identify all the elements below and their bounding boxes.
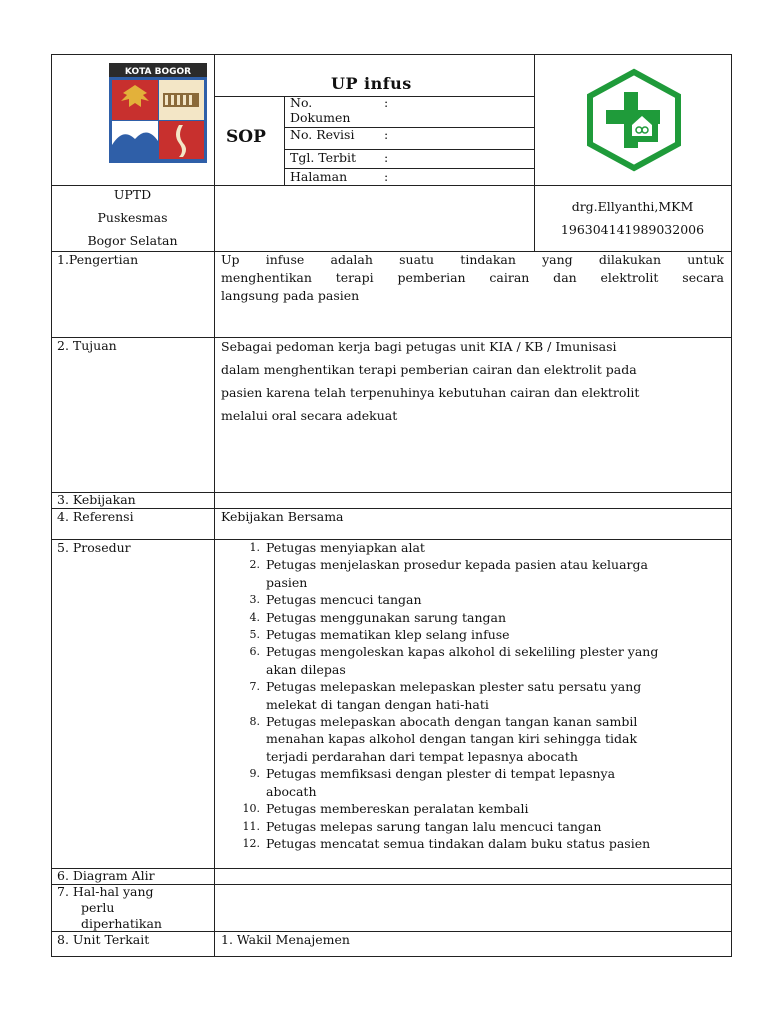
step-text-line: akan dilepas — [266, 661, 346, 677]
referensi-value: Kebijakan Bersama — [221, 509, 344, 524]
step-number: 8. — [249, 715, 260, 729]
step-text-line: pasien — [266, 574, 308, 590]
step-text-line: Petugas melepaskan abocath dengan tangan kanan sambil — [266, 714, 638, 730]
field-label-tgl-terbit: Tgl. Terbit — [290, 150, 357, 165]
section-label-unit-terkait: 8. Unit Terkait — [57, 932, 150, 947]
pengertian-line-3: langsung pada pasien — [221, 288, 360, 303]
prosedur-step — [214, 818, 729, 835]
org-line-1: UPTD — [113, 187, 152, 202]
step-number: 9. — [249, 767, 260, 781]
step-number: 10. — [242, 802, 260, 816]
section-label-kebijakan: 3. Kebijakan — [57, 492, 136, 507]
section-label-tujuan: 2. Tujuan — [57, 338, 117, 353]
prosedur-step — [214, 800, 729, 817]
svg-text:KOTA BOGOR: KOTA BOGOR — [124, 67, 192, 77]
step-text-line: melekat di tangan dengan hati-hati — [266, 696, 489, 712]
step-text-line: terjadi perdarahan dari tempat lepasnya abocath — [266, 748, 578, 764]
step-text-line: abocath — [266, 783, 317, 799]
kota-bogor-logo — [109, 63, 207, 163]
unit-terkait-value: 1. Wakil Menajemen — [221, 932, 350, 947]
tujuan-line-1: Sebagai pedoman kerja bagi petugas unit KIA / KB / Imunisasi — [221, 339, 617, 354]
sop-label: SOP — [226, 127, 266, 147]
org-line-2: Puskesmas — [97, 210, 168, 225]
field-value-no-revisi: : — [384, 127, 389, 142]
section-label-hal-line-2: perlu — [81, 900, 115, 915]
step-number: 4. — [249, 610, 260, 624]
step-text-line: Petugas mematikan klep selang infuse — [266, 627, 510, 643]
step-text-line: Petugas membereskan peralatan kembali — [266, 801, 529, 817]
step-text-line: Petugas menjelaskan prosedur kepada pasien atau keluarga — [266, 557, 648, 573]
step-number: 1. — [249, 541, 260, 554]
signatory-name: drg.Ellyanthi,MKM — [571, 199, 694, 214]
step-number: 6. — [249, 645, 260, 659]
field-value-halaman: : — [384, 169, 389, 184]
step-text-line: Petugas melepas sarung tangan lalu mencuci tangan — [266, 818, 602, 834]
step-text-line: menahan kapas alkohol dengan tangan kiri sehingga tidak — [266, 731, 638, 747]
step-number: 2. — [249, 558, 260, 572]
step-text-line: Petugas memfiksasi dengan plester di tempat lepasnya — [266, 766, 616, 782]
prosedur-step — [214, 765, 729, 800]
step-number: 7. — [249, 680, 260, 694]
step-text-line: Petugas mencatat semua tindakan dalam buku status pasien — [266, 835, 651, 851]
section-label-hal-line-1: 7. Hal-hal yang — [57, 884, 154, 899]
section-label-prosedur: 5. Prosedur — [57, 540, 131, 555]
step-number: 11. — [242, 819, 260, 833]
field-label-no-revisi: No. Revisi — [290, 127, 355, 142]
prosedur-step — [214, 609, 729, 626]
org-line-3: Bogor Selatan — [87, 233, 178, 248]
field-label-no-dokumen: No. Dokumen — [290, 95, 351, 125]
section-label-hal-line-3: diperhatikan — [81, 916, 162, 931]
prosedur-step — [214, 835, 729, 852]
prosedur-step — [214, 539, 729, 556]
tujuan-line-2: dalam menghentikan terapi pemberian cairan dan elektrolit pada — [221, 362, 637, 377]
pengertian-line-1: Up infuse adalah suatu tindakan yang dilakukan untuk — [221, 252, 724, 267]
field-value-tgl-terbit: : — [384, 150, 389, 165]
step-number: 12. — [242, 836, 260, 850]
field-value-no-dokumen: : — [384, 95, 389, 110]
prosedur-step — [214, 626, 729, 643]
puskesmas-logo — [582, 68, 686, 172]
prosedur-steps — [214, 539, 729, 852]
step-text-line: Petugas mengoleskan kapas alkohol di sekeliling plester yang — [266, 644, 659, 660]
prosedur-step — [214, 678, 729, 713]
tujuan-line-4: melalui oral secara adekuat — [221, 408, 398, 423]
pengertian-line-2: menghentikan terapi pemberian cairan dan elektrolit secara — [221, 270, 724, 285]
step-text-line: Petugas menggunakan sarung tangan — [266, 609, 507, 625]
prosedur-step — [214, 556, 729, 591]
prosedur-step — [214, 713, 729, 765]
prosedur-step — [214, 643, 729, 678]
step-text-line: Petugas mencuci tangan — [266, 592, 422, 608]
step-number: 3. — [249, 593, 260, 607]
step-text-line: Petugas menyiapkan alat — [266, 540, 425, 555]
signatory-nip: 196304141989032006 — [560, 222, 705, 237]
tujuan-line-3: pasien karena telah terpenuhinya kebutuhan cairan dan elektrolit — [221, 385, 640, 400]
section-label-diagram-alir: 6. Diagram Alir — [57, 868, 155, 883]
section-label-pengertian: 1.Pengertian — [57, 252, 139, 267]
prosedur-step — [214, 591, 729, 608]
step-number: 5. — [249, 628, 260, 642]
document-title: UP infus — [331, 74, 412, 93]
section-label-referensi: 4. Referensi — [57, 509, 134, 524]
step-text-line: Petugas melepaskan melepaskan plester satu persatu yang — [266, 679, 642, 695]
field-label-halaman: Halaman — [290, 169, 348, 184]
